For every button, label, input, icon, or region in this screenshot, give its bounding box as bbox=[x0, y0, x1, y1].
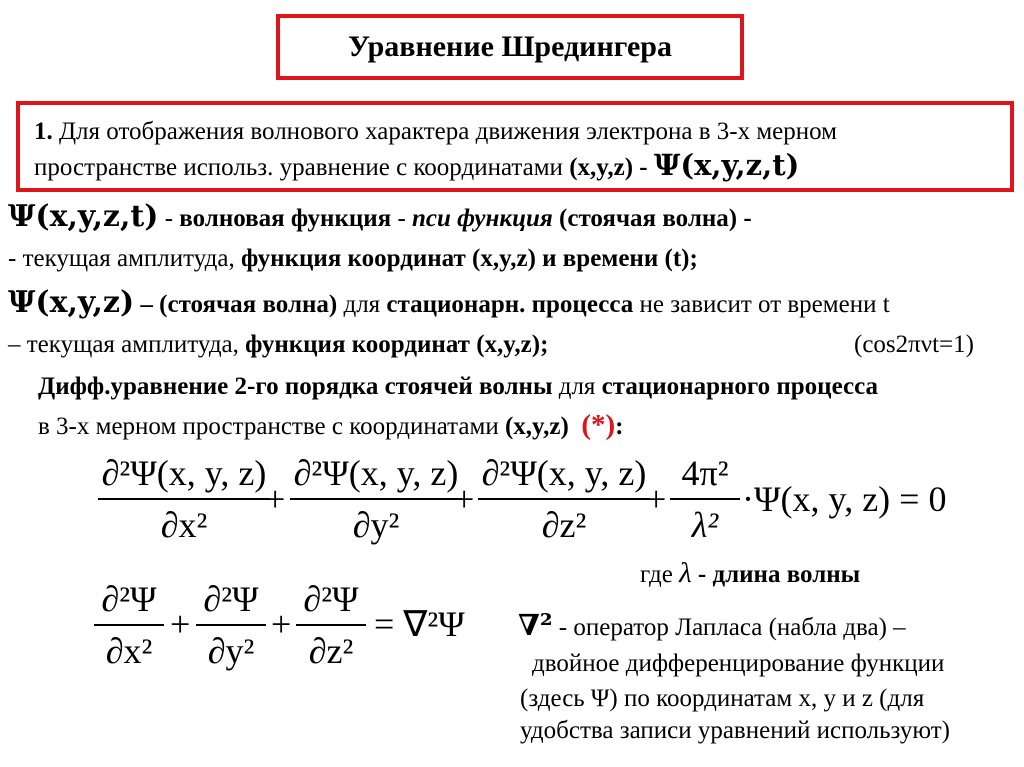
numerator: ∂²Ψ bbox=[101, 579, 157, 619]
fraction-y bbox=[290, 452, 462, 546]
plus-sign: + bbox=[265, 479, 286, 519]
amplitude-text-2: – текущая амплитуда, bbox=[8, 331, 246, 358]
plus-sign: + bbox=[170, 604, 191, 644]
equation-tail: ·Ψ(x, y, z) = 0 bbox=[742, 479, 947, 519]
laplace-line-2: двойное дифференцирование функции bbox=[532, 650, 945, 677]
plus-sign: + bbox=[271, 604, 292, 644]
colon: : bbox=[615, 413, 624, 440]
text-for-2: для bbox=[552, 373, 602, 400]
point-1-text-b: пространстве использ. уравнение с координатами bbox=[34, 154, 570, 181]
page-title: Уравнение Шредингера bbox=[348, 30, 672, 63]
fraction-x bbox=[94, 578, 164, 672]
paragraph-wave-function bbox=[8, 199, 752, 234]
coordinate-time-function: функция координат (x,y,z) и времени (t); bbox=[240, 245, 698, 272]
laplace-line-4: удобства записи уравнений используют) bbox=[520, 717, 950, 744]
cos-note: (cos2πνt=1) bbox=[854, 331, 974, 358]
lambda-symbol: λ bbox=[679, 557, 692, 589]
text-dash-3: – bbox=[134, 291, 160, 318]
text-for: для bbox=[337, 291, 387, 318]
plus-sign: + bbox=[646, 479, 667, 519]
fraction-z bbox=[296, 578, 366, 672]
fraction-bar bbox=[478, 498, 650, 500]
point-1-text-a: Для отображения волнового характера движения электрона в 3-х мерном bbox=[52, 118, 837, 145]
wave-function-term: волновая функция bbox=[179, 205, 392, 232]
stationary-process-term: стационарн. процесса bbox=[386, 291, 634, 318]
numerator: ∂²Ψ bbox=[203, 579, 259, 619]
equation-marker: (*) bbox=[581, 409, 616, 441]
fraction-bar bbox=[670, 498, 740, 500]
where-text: где bbox=[640, 561, 680, 588]
numerator: ∂²Ψ(x, y, z) bbox=[481, 453, 647, 493]
fraction-bar bbox=[290, 498, 462, 500]
xyz-coords: (x,y,z) bbox=[504, 413, 569, 440]
denominator: ∂x² bbox=[160, 505, 208, 545]
laplace-line-3: (здесь Ψ) по координатам x, y и z (для bbox=[520, 685, 925, 712]
denominator: ∂y² bbox=[207, 631, 255, 671]
numerator: ∂²Ψ bbox=[303, 579, 359, 619]
text-dash: - bbox=[158, 205, 180, 232]
fraction-x bbox=[98, 452, 270, 546]
fraction-bar bbox=[98, 498, 270, 500]
paragraph-diff-equation bbox=[38, 372, 878, 402]
plus-sign: + bbox=[454, 479, 475, 519]
lambda-note bbox=[640, 558, 860, 590]
amplitude-text: - текущая амплитуда, bbox=[8, 245, 241, 272]
paragraph-amplitude-1 bbox=[8, 244, 698, 274]
standing-wave-term: (стоячая волна) - bbox=[552, 205, 752, 232]
numerator: ∂²Ψ(x, y, z) bbox=[293, 453, 459, 493]
space-text: в 3-х мерном пространстве с координатами bbox=[38, 413, 505, 440]
paragraph-3d-space bbox=[38, 410, 623, 442]
stationary-process-term-2: стационарного процесса bbox=[601, 373, 878, 400]
equation-tail: = ∇²Ψ bbox=[374, 604, 465, 644]
paragraph-stationary bbox=[8, 285, 890, 320]
fraction-bar bbox=[94, 624, 164, 626]
point-1-line-2 bbox=[34, 150, 799, 183]
laplace-line-1 bbox=[518, 610, 906, 643]
psi-xyz-label: Ψ(x,y,z) bbox=[8, 285, 135, 320]
standing-wave-term-2: (стоячая волна) bbox=[159, 291, 338, 318]
denominator: ∂x² bbox=[105, 631, 153, 671]
denominator: ∂z² bbox=[308, 631, 354, 671]
denominator: λ² bbox=[691, 505, 719, 545]
time-independent-text: не зависит от времени t bbox=[633, 291, 890, 318]
text-dash-2: - bbox=[391, 205, 413, 232]
title-frame bbox=[276, 14, 744, 80]
psi-xyzt: Ψ(x,y,z,t) bbox=[653, 148, 800, 182]
numerator: 4π² bbox=[681, 453, 729, 493]
denominator: ∂y² bbox=[352, 505, 400, 545]
point-1-line-1 bbox=[34, 117, 837, 147]
wavelength-text: - длина волны bbox=[691, 561, 861, 588]
paragraph-amplitude-2 bbox=[8, 330, 548, 360]
fraction-lambda bbox=[670, 452, 740, 546]
denominator: ∂z² bbox=[541, 505, 587, 545]
diff-equation-term: Дифф.уравнение 2-го порядка стоячей волны bbox=[38, 373, 553, 400]
fraction-bar bbox=[196, 624, 266, 626]
fraction-y bbox=[196, 578, 266, 672]
numerator: ∂²Ψ(x, y, z) bbox=[101, 453, 267, 493]
nabla-squared-symbol: ∇² bbox=[518, 608, 553, 642]
fraction-bar bbox=[296, 624, 366, 626]
psi-xyzt-label: Ψ(x,y,z,t) bbox=[8, 199, 159, 234]
coordinate-function: функция координат (x,y,z); bbox=[245, 331, 549, 358]
point-number: 1. bbox=[34, 118, 53, 145]
laplace-operator-text: - оператор Лапласа (набла два) – bbox=[552, 614, 906, 641]
psi-function-term: пси функция bbox=[412, 205, 553, 232]
fraction-z bbox=[478, 452, 650, 546]
point-1-coords: (x,y,z) - bbox=[569, 154, 654, 181]
